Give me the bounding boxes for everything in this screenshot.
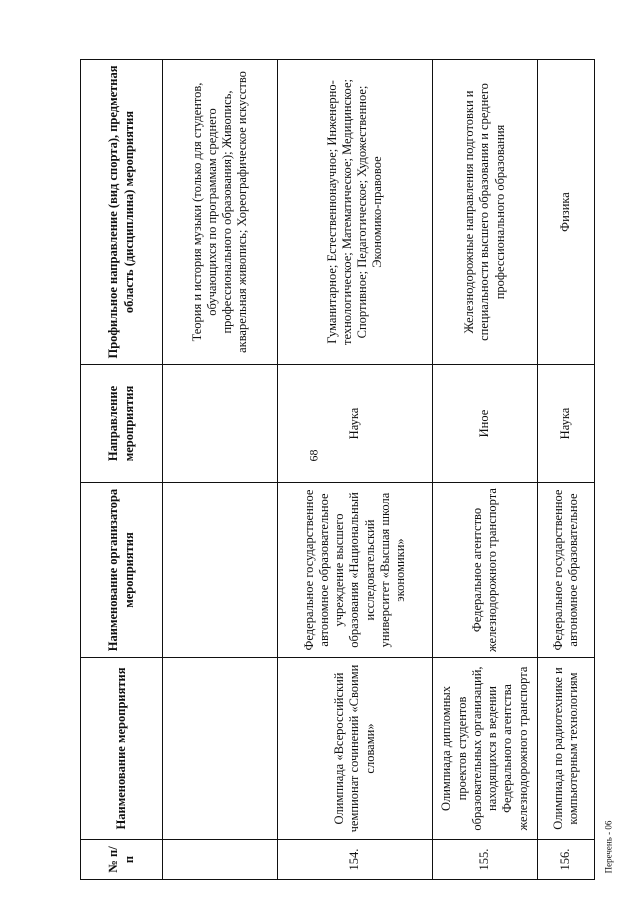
- row-num: 154.: [278, 840, 433, 880]
- events-table: [80, 59, 595, 880]
- row-direction: Иное: [433, 365, 538, 483]
- row-direction: Наука: [538, 365, 595, 483]
- footer-code: Перечень - 06: [603, 820, 614, 874]
- table-row: [163, 60, 278, 880]
- row-num: [163, 840, 278, 880]
- header-organizer: Наименование организатора мероприятия: [81, 483, 163, 658]
- table-row: [433, 60, 538, 880]
- table-header-row: [81, 60, 163, 880]
- row-event-name: Олимпиада дипломных проектов студентов образовательных организаций, находящихся в ведении Федерального агентства железнодорожного транспорта: [433, 658, 538, 840]
- table-row: [278, 60, 433, 880]
- row-organizer: [163, 483, 278, 658]
- header-event-name: Наименование мероприятия: [81, 658, 163, 840]
- row-event-name: Олимпиада по радиотехнике и компьютерным технологиям: [538, 658, 595, 840]
- row-profile: Железнодорожные направления подготовки и специальности высшего образования и среднего профессионального образования: [433, 60, 538, 365]
- table-row: [538, 60, 595, 880]
- row-num: 155.: [433, 840, 538, 880]
- row-direction: [163, 365, 278, 483]
- header-profile: Профильное направление (вид спорта), предметная область (дисциплина) мероприятия: [81, 60, 163, 365]
- row-organizer: Федеральное государственное автономное образовательное: [538, 483, 595, 658]
- rotated-table-wrapper: [80, 60, 594, 880]
- page-number: 68: [306, 449, 321, 462]
- row-event-name: Олимпиада «Всероссийский чемпионат сочинений «Своими словами»: [278, 658, 433, 840]
- header-num: № п/п: [81, 840, 163, 880]
- row-organizer: Федеральное агентство железнодорожного транспорта: [433, 483, 538, 658]
- row-organizer: Федеральное государственное автономное образовательное учреждение высшего образования «Национальный исследовательский университет «Высшая школа экономики»: [278, 483, 433, 658]
- row-num: 156.: [538, 840, 595, 880]
- row-direction: Наука: [278, 365, 433, 483]
- row-profile: Гуманитарное; Естественнонаучное; Инженерно-технологическое; Математическое; Медицинское; Спортивное; Педагогическое; Художественное; Экономико-правовое: [278, 60, 433, 365]
- row-profile: Физика: [538, 60, 595, 365]
- header-direction: Направление мероприятия: [81, 365, 163, 483]
- row-profile: Теория и история музыки (только для студентов, обучающихся по программам среднего профессионального образования); Живопись, акварельная живопись; Хореографическое искусство: [163, 60, 278, 365]
- row-event-name: [163, 658, 278, 840]
